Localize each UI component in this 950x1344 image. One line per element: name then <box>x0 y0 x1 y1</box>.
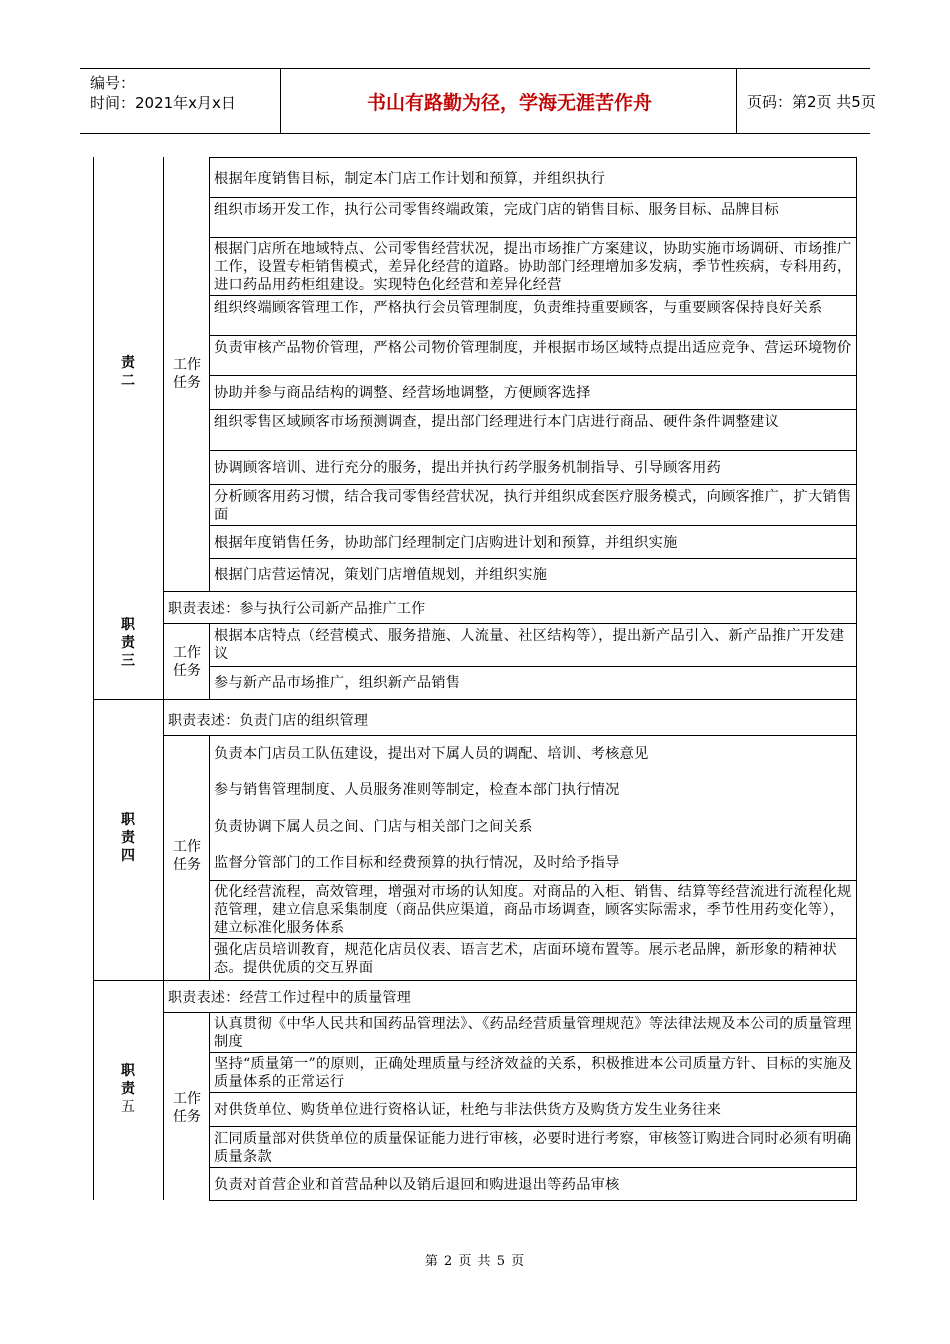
task-item: 负责审核产品物价管理，严格公司物价管理制度，并根据市场区域特点提出适应竞争、营运环境物价 <box>214 340 852 356</box>
task-label: 工作 任务 <box>173 1091 201 1125</box>
header-divider <box>280 69 281 133</box>
task-item: 负责本门店员工队伍建设，提出对下属人员的调配、培训、考核意见 <box>214 746 649 762</box>
task-item: 协助并参与商品结构的调整、经营场地调整，方便顾客选择 <box>214 385 591 401</box>
row-line <box>209 450 857 451</box>
row-line <box>209 558 857 559</box>
task-item: 优化经营流程，高效管理，增强对市场的认知度。对商品的入柜、销售、结算等经营流进行流程化规范管理，建立信息采集制度（商品供应渠道，商品市场调查，顾客实际需求，季节性用药变化等），建立标准化服务体系 <box>214 884 852 936</box>
task-item: 汇同质量部对供货单位的质量保证能力进行审核，必要时进行考察，审核签订购进合同时必须有明确质量条款 <box>214 1131 852 1165</box>
row-line <box>163 591 857 592</box>
section-label: 职 责 四 <box>121 812 135 864</box>
task-item: 负责协调下属人员之间、门店与相关部门之间关系 <box>214 819 533 835</box>
row-line <box>209 525 857 526</box>
task-label: 工作 任务 <box>173 357 201 391</box>
row-line <box>209 335 857 336</box>
row-line <box>209 666 857 667</box>
header-motto: 书山有路勤为径，学海无涯苦作舟 <box>366 91 652 114</box>
task-item: 根据本店特点（经营模式、服务措施、人流量、社区结构等），提出新产品引入、新产品推广开发建议 <box>214 628 845 662</box>
row-line <box>209 1167 857 1168</box>
row-line <box>209 484 857 485</box>
task-column-line <box>209 623 210 699</box>
task-item: 坚持“质量第一”的原则，正确处理质量与经济效益的关系，积极推进本公司质量方针、目标的实施及质量体系的正常运行 <box>214 1056 853 1090</box>
row-line <box>209 1052 857 1053</box>
time-label: 时间：2021年x月x日 <box>90 94 236 112</box>
task-item: 监督分管部门的工作目标和经费预算的执行情况，及时给予指导 <box>214 855 620 871</box>
task-item: 协调顾客培训、进行充分的服务，提出并执行药学服务机制指导、引导顾客用药 <box>214 460 722 476</box>
row-line <box>209 1092 857 1093</box>
task-item: 组织市场开发工作，执行公司零售终端政策，完成门店的销售目标、服务目标、品牌目标 <box>214 202 780 218</box>
row-line <box>209 880 857 881</box>
task-item: 根据年度销售任务，协助部门经理制定门店购进计划和预算，并组织实施 <box>214 535 678 551</box>
page-footer: 第 2 页 共 5 页 <box>424 1254 526 1269</box>
section-label: 职 责 五 <box>121 1063 135 1115</box>
task-item: 对供货单位、购货单位进行资格认证，杜绝与非法供货方及购货方发生业务往来 <box>214 1102 722 1118</box>
section-label: 责 二 <box>121 355 135 389</box>
task-item: 分析顾客用药习惯，结合我司零售经营状况，执行并组织成套医疗服务模式，向顾客推广，扩大销售面 <box>214 489 852 523</box>
duty-summary: 职责表述：负责门店的组织管理 <box>168 713 369 729</box>
task-label: 工作 任务 <box>173 645 201 679</box>
row-line <box>163 623 857 624</box>
label-column-line <box>163 157 164 1200</box>
row-line <box>209 237 857 238</box>
row-line <box>209 375 857 376</box>
row-line <box>209 157 857 158</box>
task-item: 负责对首营企业和首营品种以及销后退回和购进退出等药品审核 <box>214 1177 620 1193</box>
page-info: 页码：第2页 共5页 <box>747 92 876 111</box>
section-line <box>93 699 857 700</box>
row-line <box>163 735 857 736</box>
duty-summary: 职责表述：参与执行公司新产品推广工作 <box>168 601 426 617</box>
task-column-line <box>209 1012 210 1200</box>
row-line <box>163 1012 857 1013</box>
row-line <box>209 295 857 296</box>
row-line <box>209 197 857 198</box>
task-item: 参与新产品市场推广，组织新产品销售 <box>214 675 461 691</box>
table-border-left <box>93 157 94 1200</box>
page-header <box>80 68 876 134</box>
row-line <box>209 1200 857 1201</box>
header-meta <box>90 73 280 113</box>
row-line <box>209 938 857 939</box>
task-item: 认真贯彻《中华人民共和国药品管理法》、《药品经营质量管理规范》等法律法规及本公司的质量管理制度 <box>214 1016 852 1050</box>
code-label: 编号： <box>90 74 136 92</box>
task-label: 工作 任务 <box>173 839 201 873</box>
task-item: 参与销售管理制度、人员服务准则等制定，检查本部门执行情况 <box>214 782 620 798</box>
task-item: 组织终端顾客管理工作，严格执行会员管理制度，负责维持重要顾客，与重要顾客保持良好关系 <box>214 300 823 316</box>
task-column-line <box>209 735 210 980</box>
task-item: 根据门店营运情况，策划门店增值规划，并组织实施 <box>214 567 548 583</box>
row-line <box>209 409 857 410</box>
section-label: 职 责 三 <box>121 617 135 669</box>
task-item: 根据年度销售目标，制定本门店工作计划和预算，并组织执行 <box>214 171 606 187</box>
task-item: 强化店员培训教育，规范化店员仪表、语言艺术，店面环境布置等。展示老品牌，新形象的精神状态。提供优质的交互界面 <box>214 942 837 976</box>
section-line <box>93 980 857 981</box>
task-item: 组织零售区域顾客市场预测调查，提出部门经理进行本门店进行商品、硬件条件调整建议 <box>214 414 780 430</box>
task-item: 根据门店所在地域特点、公司零售经营状况，提出市场推广方案建议，协助实施市场调研、市场推广工作，设置专柜销售模式，差异化经营的道路。协助部门经理增加多发病，季节性疾病，专科用药，进口药品用药柜组建设。实现特色化经营和差异化经营 <box>214 241 852 293</box>
row-line <box>209 1126 857 1127</box>
table-border-right <box>856 157 857 1200</box>
duty-summary: 职责表述：经营工作过程中的质量管理 <box>168 990 412 1006</box>
